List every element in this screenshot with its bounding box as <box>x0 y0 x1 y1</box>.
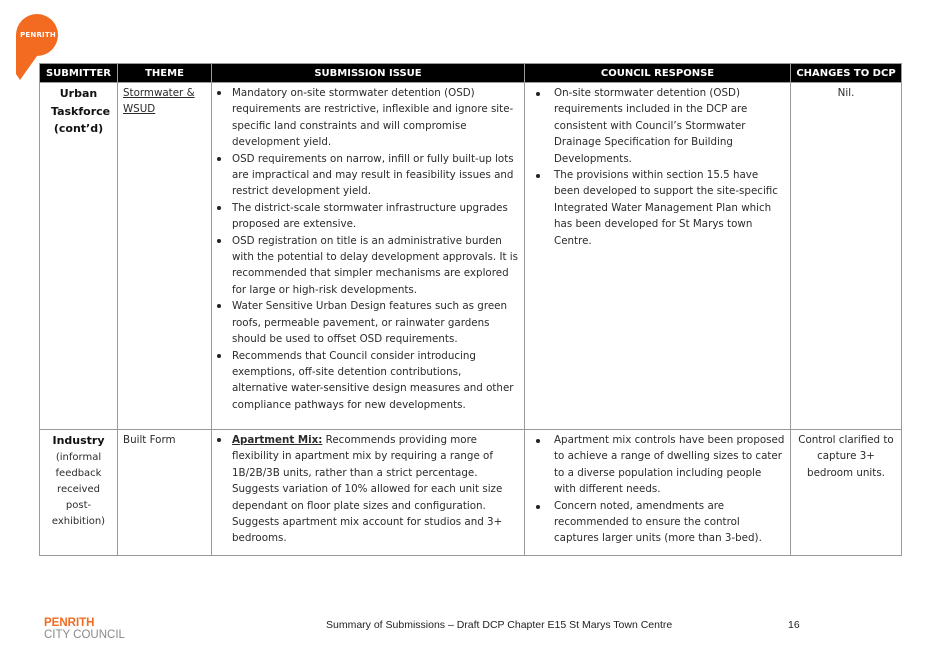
response-list <box>530 85 785 249</box>
submitter-name: Industry <box>52 434 105 447</box>
response-cell <box>525 430 791 556</box>
list-item: Mandatory on-site stormwater detention (OSD) requirements are restrictive, inflexible and ignore site-specific land constraints and will compromise development yield. <box>217 85 519 151</box>
submitter-cell <box>40 83 118 430</box>
list-item: On-site stormwater detention (OSD) requirements included in the DCP are consistent with Council’s Stormwater Drainage Specification for Building Developments. <box>530 85 785 167</box>
list-item: Concern noted, amendments are recommended to ensure the control captures larger units (more than 3-bed). <box>530 498 785 547</box>
theme-link[interactable]: Stormwater & WSUD <box>123 87 195 116</box>
list-item: The provisions within section 15.5 have been developed to support the site-specific Integrated Water Management Plan which has been developed for St Marys town Centre. <box>530 167 785 249</box>
issue-cell <box>212 83 525 430</box>
logo-badge-text: PENRITH <box>20 31 56 39</box>
submitter-cell <box>40 430 118 556</box>
changes-cell: Nil. <box>791 83 902 430</box>
issue-cell <box>212 430 525 556</box>
table-header-row <box>40 64 902 83</box>
list-item: Water Sensitive Urban Design features such as green roofs, permeable pavement, or rainwater gardens should be used to offset OSD requirements. <box>217 298 519 347</box>
list-item: Recommends that Council consider introducing exemptions, off-site detention contributions, alternative water-sensitive design measures and other compliance pathways for new developments. <box>217 348 519 414</box>
table-row <box>40 83 902 430</box>
response-cell <box>525 83 791 430</box>
response-list <box>530 432 785 547</box>
footer-logo-line2: CITY COUNCIL <box>44 629 125 641</box>
list-item <box>217 432 519 547</box>
footer-logo-line1: PENRITH <box>44 617 95 629</box>
issue-text: Recommends providing more flexibility in apartment mix by requiring a range of 1B/2B/3B units, rather than a strict percentage. Suggests variation of 10% allowed for each unit size dependant on floor plate sizes and configuration. Suggests apartment mix account for studios and 3+ bedrooms. <box>232 434 503 545</box>
list-item: Apartment mix controls have been proposed to achieve a range of dwelling sizes to cater to a diverse population including people with different needs. <box>530 432 785 498</box>
header-submitter: SUBMITTER <box>40 64 118 83</box>
page-number: 16 <box>788 619 800 631</box>
changes-cell: Control clarified to capture 3+ bedroom units. <box>791 430 902 556</box>
list-item: The district-scale stormwater infrastructure upgrades proposed are extensive. <box>217 200 519 233</box>
table-row <box>40 430 902 556</box>
penrith-city-council-logo <box>44 617 125 641</box>
header-council-response: COUNCIL RESPONSE <box>525 64 791 83</box>
issue-list <box>217 85 519 413</box>
footer-document-title: Summary of Submissions – Draft DCP Chapter E15 St Marys Town Centre <box>326 619 673 631</box>
theme-cell <box>118 83 212 430</box>
submissions-table <box>39 63 902 556</box>
header-changes-to-dcp: CHANGES TO DCP <box>791 64 902 83</box>
header-submission-issue: SUBMISSION ISSUE <box>212 64 525 83</box>
submitter-note: (informal feedback received post-exhibition) <box>51 451 106 528</box>
list-item: OSD requirements on narrow, infill or fully built-up lots are impractical and may result in feasibility issues and restrict development yield. <box>217 151 519 200</box>
issue-lead: Apartment Mix: <box>232 434 323 446</box>
theme-cell: Built Form <box>118 430 212 556</box>
submitter-name: Urban Taskforce (cont’d) <box>51 87 111 135</box>
list-item: OSD registration on title is an administrative burden with the potential to delay development approvals. It is recommended that simpler mechanisms are explored for large or high-risk developments. <box>217 233 519 299</box>
header-theme: THEME <box>118 64 212 83</box>
issue-list <box>217 432 519 547</box>
